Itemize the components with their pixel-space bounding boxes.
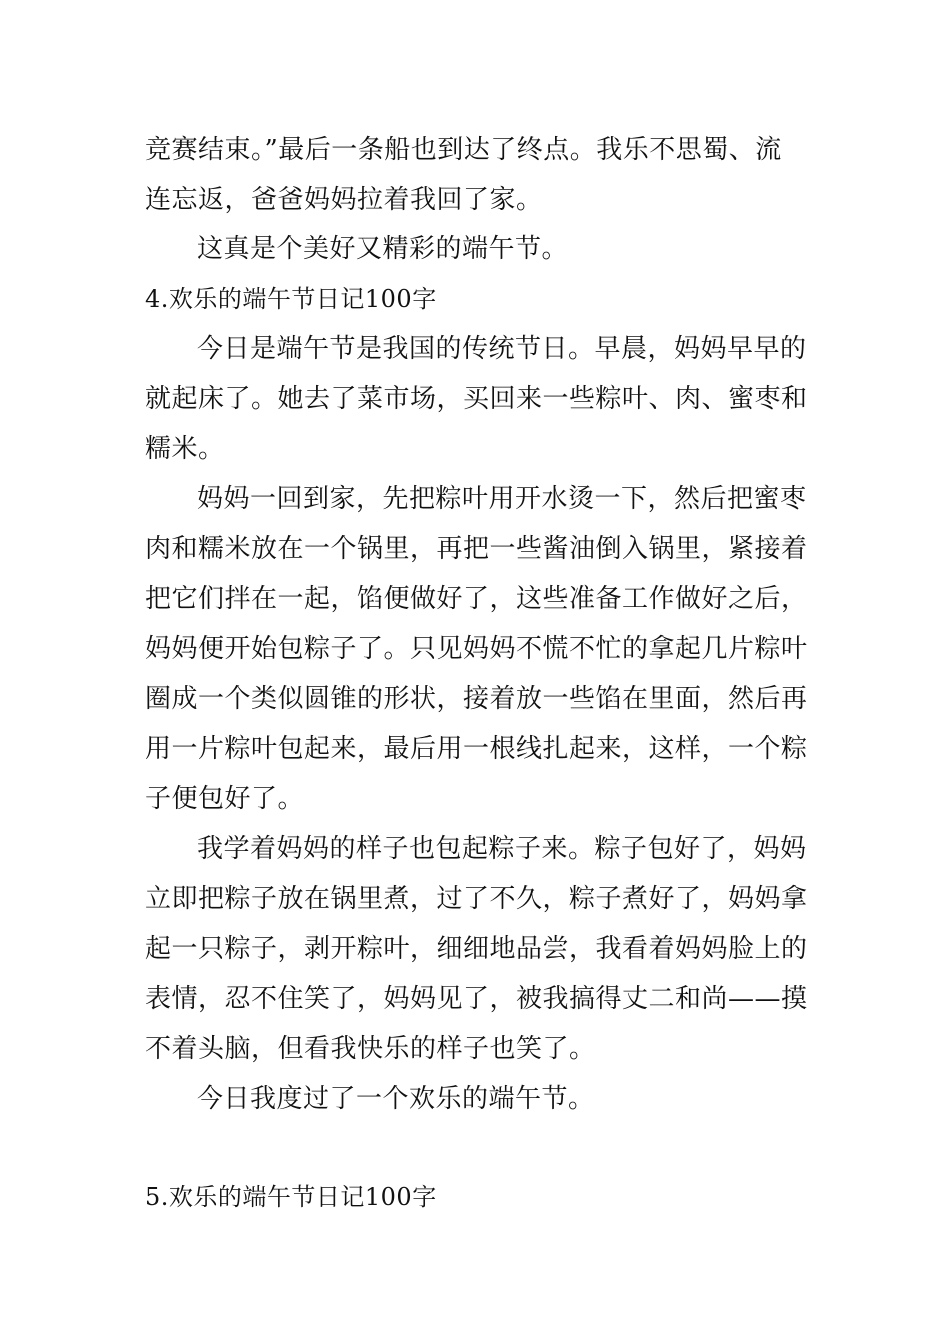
paragraph-line: 妈妈一回到家，先把粽叶用开水烫一下，然后把蜜枣 <box>197 484 807 514</box>
paragraph-line: 起一只粽子，剥开粽叶，细细地品尝，我看着妈妈脸上的 <box>145 934 808 964</box>
paragraph-line: 就起床了。她去了菜市场，买回来一些粽叶、肉、蜜枣和 <box>145 384 808 414</box>
paragraph-line: 不着头脑，但看我快乐的样子也笑了。 <box>145 1034 596 1064</box>
paragraph-line: 圈成一个类似圆锥的形状，接着放一些馅在里面，然后再 <box>145 684 808 714</box>
paragraph-line: 把它们拌在一起，馅便做好了，这些准备工作做好之后， <box>145 584 808 614</box>
section4-heading: 4.欢乐的端午节日记100字 <box>145 285 437 313</box>
section3-closing: 这真是个美好又精彩的端午节。 <box>197 234 569 264</box>
paragraph-line: 我学着妈妈的样子也包起粽子来。粽子包好了，妈妈 <box>197 834 807 864</box>
paragraph-line: 用一片粽叶包起来，最后用一根线扎起来，这样，一个粽 <box>145 734 808 764</box>
paragraph-line: 糯米。 <box>145 434 225 464</box>
paragraph-line: 子便包好了。 <box>145 784 305 814</box>
paragraph-line: 立即把粽子放在锅里煮，过了不久，粽子煮好了，妈妈拿 <box>145 884 808 914</box>
section3-text-line: 连忘返，爸爸妈妈拉着我回了家。 <box>145 185 543 215</box>
section5-heading: 5.欢乐的端午节日记100字 <box>145 1183 437 1211</box>
section3-text-line: 竞赛结束。”最后一条船也到达了终点。我乐不思蜀、流 <box>145 135 782 165</box>
paragraph-line: 肉和糯米放在一个锅里，再把一些酱油倒入锅里，紧接着 <box>145 534 808 564</box>
paragraph-line: 妈妈便开始包粽子了。只见妈妈不慌不忙的拿起几片粽叶 <box>145 634 808 664</box>
paragraph-line: 今日是端午节是我国的传统节日。早晨，妈妈早早的 <box>197 334 807 364</box>
paragraph-line: 表情，忍不住笑了，妈妈见了，被我搞得丈二和尚——摸 <box>145 984 808 1014</box>
paragraph-line: 今日我度过了一个欢乐的端午节。 <box>197 1084 595 1114</box>
